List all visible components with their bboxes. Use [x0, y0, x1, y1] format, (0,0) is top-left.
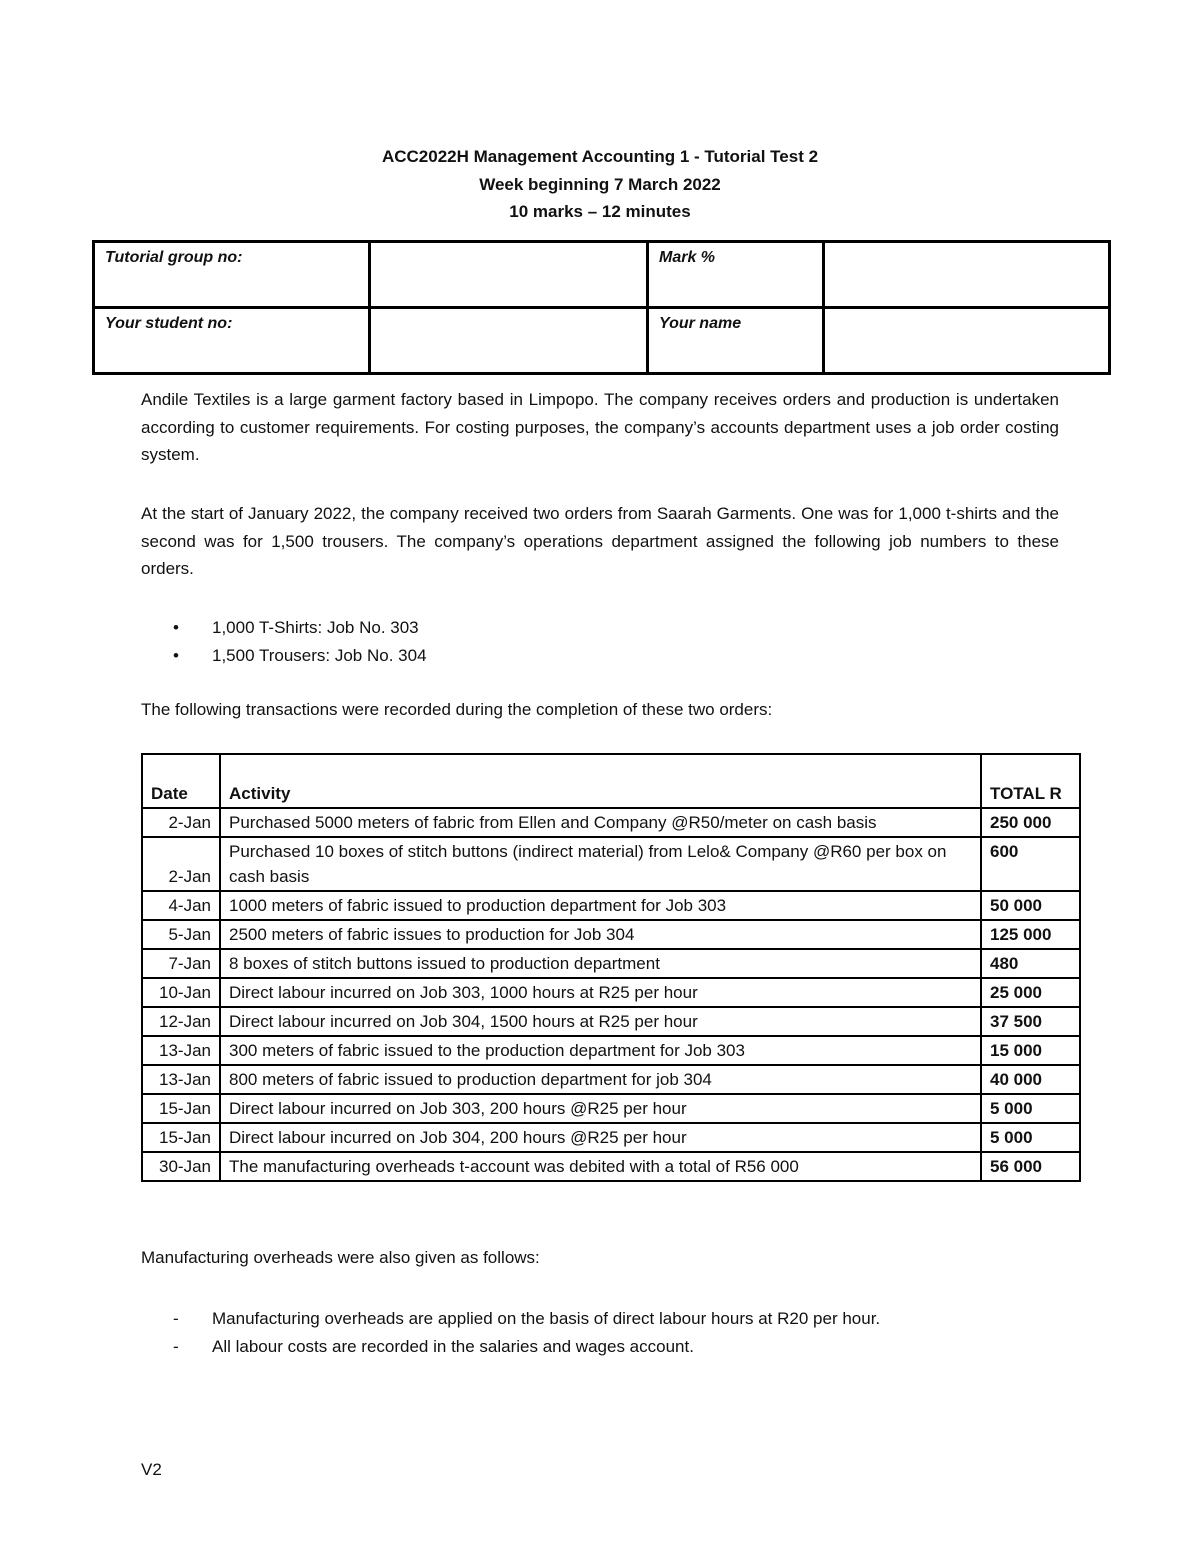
dash-icon: -	[173, 1309, 179, 1328]
mark-field[interactable]	[824, 242, 1110, 308]
row-activity: 300 meters of fabric issued to the production department for Job 303	[220, 1036, 981, 1065]
mark-label: Mark %	[648, 242, 824, 308]
row-activity: 1000 meters of fabric issued to production department for Job 303	[220, 891, 981, 920]
table-row	[142, 808, 1080, 837]
row-total: 40 000	[981, 1065, 1080, 1094]
table-row	[142, 1007, 1080, 1036]
row-total: 56 000	[981, 1152, 1080, 1181]
document-title: ACC2022H Management Accounting 1 - Tutorial Test 2	[381, 147, 819, 166]
document-header	[0, 143, 1200, 226]
row-activity: 8 boxes of stitch buttons issued to production department	[220, 949, 981, 978]
list-item-text: Manufacturing overheads are applied on the basis of direct labour hours at R20 per hour.	[212, 1309, 881, 1328]
document-week: Week beginning 7 March 2022	[479, 174, 721, 194]
table-row	[142, 1123, 1080, 1152]
table-header-row	[142, 754, 1080, 808]
row-total: 5 000	[981, 1094, 1080, 1123]
row-total: 250 000	[981, 808, 1080, 837]
row-activity: Direct labour incurred on Job 304, 1500 hours at R25 per hour	[220, 1007, 981, 1036]
table-row	[142, 920, 1080, 949]
table-row	[142, 1094, 1080, 1123]
header-total: TOTAL R	[981, 754, 1080, 808]
orders-paragraph: At the start of January 2022, the company received two orders from Saarah Garments. One was for 1,000 t-shirts and the second was for 1,500 trousers. The company’s operations department assigned the following job numbers to these orders.	[141, 504, 1059, 578]
version-label: V2	[141, 1460, 162, 1479]
row-total: 25 000	[981, 978, 1080, 1007]
row-total: 5 000	[981, 1123, 1080, 1152]
table-row	[142, 837, 1080, 891]
row-date: 15-Jan	[142, 1094, 220, 1123]
table-row	[142, 1036, 1080, 1065]
name-field[interactable]	[824, 308, 1110, 374]
row-date: 15-Jan	[142, 1123, 220, 1152]
row-date: 12-Jan	[142, 1007, 220, 1036]
dash-icon: -	[173, 1337, 179, 1356]
row-activity: Direct labour incurred on Job 304, 200 hours @R25 per hour	[220, 1123, 981, 1152]
overheads-intro: Manufacturing overheads were also given as follows:	[141, 1248, 540, 1267]
row-activity: Purchased 10 boxes of stitch buttons (indirect material) from Lelo& Company @R60 per box on cash basis	[220, 837, 981, 891]
table-row	[142, 1152, 1080, 1181]
row-activity: Direct labour incurred on Job 303, 200 hours @R25 per hour	[220, 1094, 981, 1123]
row-activity: 2500 meters of fabric issues to production for Job 304	[220, 920, 981, 949]
tutorial-group-field[interactable]	[370, 242, 648, 308]
bullet-icon: •	[173, 645, 179, 665]
table-row	[142, 891, 1080, 920]
row-total: 15 000	[981, 1036, 1080, 1065]
list-item-text: 1,000 T-Shirts: Job No. 303	[212, 618, 419, 637]
table-row	[142, 978, 1080, 1007]
transactions-table	[141, 753, 1081, 1182]
document-marks: 10 marks – 12 minutes	[509, 202, 691, 221]
row-activity: The manufacturing overheads t-account was debited with a total of R56 000	[220, 1152, 981, 1181]
row-total: 480	[981, 949, 1080, 978]
intro-paragraph: Andile Textiles is a large garment factory based in Limpopo. The company receives orders and production is undertaken according to customer requirements. For costing purposes, the company’s accounts department uses a job order costing system.	[141, 390, 1059, 464]
job-list	[141, 614, 1059, 669]
row-date: 5-Jan	[142, 920, 220, 949]
row-date: 7-Jan	[142, 949, 220, 978]
row-date: 13-Jan	[142, 1036, 220, 1065]
list-item	[141, 1333, 1059, 1361]
row-date: 30-Jan	[142, 1152, 220, 1181]
row-total: 125 000	[981, 920, 1080, 949]
row-date: 10-Jan	[142, 978, 220, 1007]
student-info-table	[92, 240, 1111, 375]
tutorial-group-label: Tutorial group no:	[94, 242, 370, 308]
header-activity: Activity	[220, 754, 981, 808]
student-no-field[interactable]	[370, 308, 648, 374]
student-no-label: Your student no:	[94, 308, 370, 374]
row-activity: Direct labour incurred on Job 303, 1000 hours at R25 per hour	[220, 978, 981, 1007]
list-item	[141, 614, 1059, 642]
bullet-icon: •	[173, 618, 179, 637]
overhead-notes-list	[141, 1305, 1059, 1361]
list-item-text: All labour costs are recorded in the salaries and wages account.	[212, 1337, 694, 1356]
row-total: 600	[981, 837, 1080, 891]
transactions-intro: The following transactions were recorded during the completion of these two orders:	[141, 700, 773, 719]
name-label: Your name	[648, 308, 824, 374]
row-date: 2-Jan	[142, 837, 220, 891]
table-row	[142, 1065, 1080, 1094]
table-row	[142, 949, 1080, 978]
row-activity: Purchased 5000 meters of fabric from Ellen and Company @R50/meter on cash basis	[220, 808, 981, 837]
row-activity: 800 meters of fabric issued to production department for job 304	[220, 1065, 981, 1094]
row-date: 4-Jan	[142, 891, 220, 920]
row-date: 2-Jan	[142, 808, 220, 837]
row-total: 37 500	[981, 1007, 1080, 1036]
row-date: 13-Jan	[142, 1065, 220, 1094]
row-total: 50 000	[981, 891, 1080, 920]
header-date: Date	[142, 754, 220, 808]
list-item-text: 1,500 Trousers: Job No. 304	[212, 645, 427, 665]
list-item	[141, 1305, 1059, 1333]
list-item	[141, 642, 1059, 670]
